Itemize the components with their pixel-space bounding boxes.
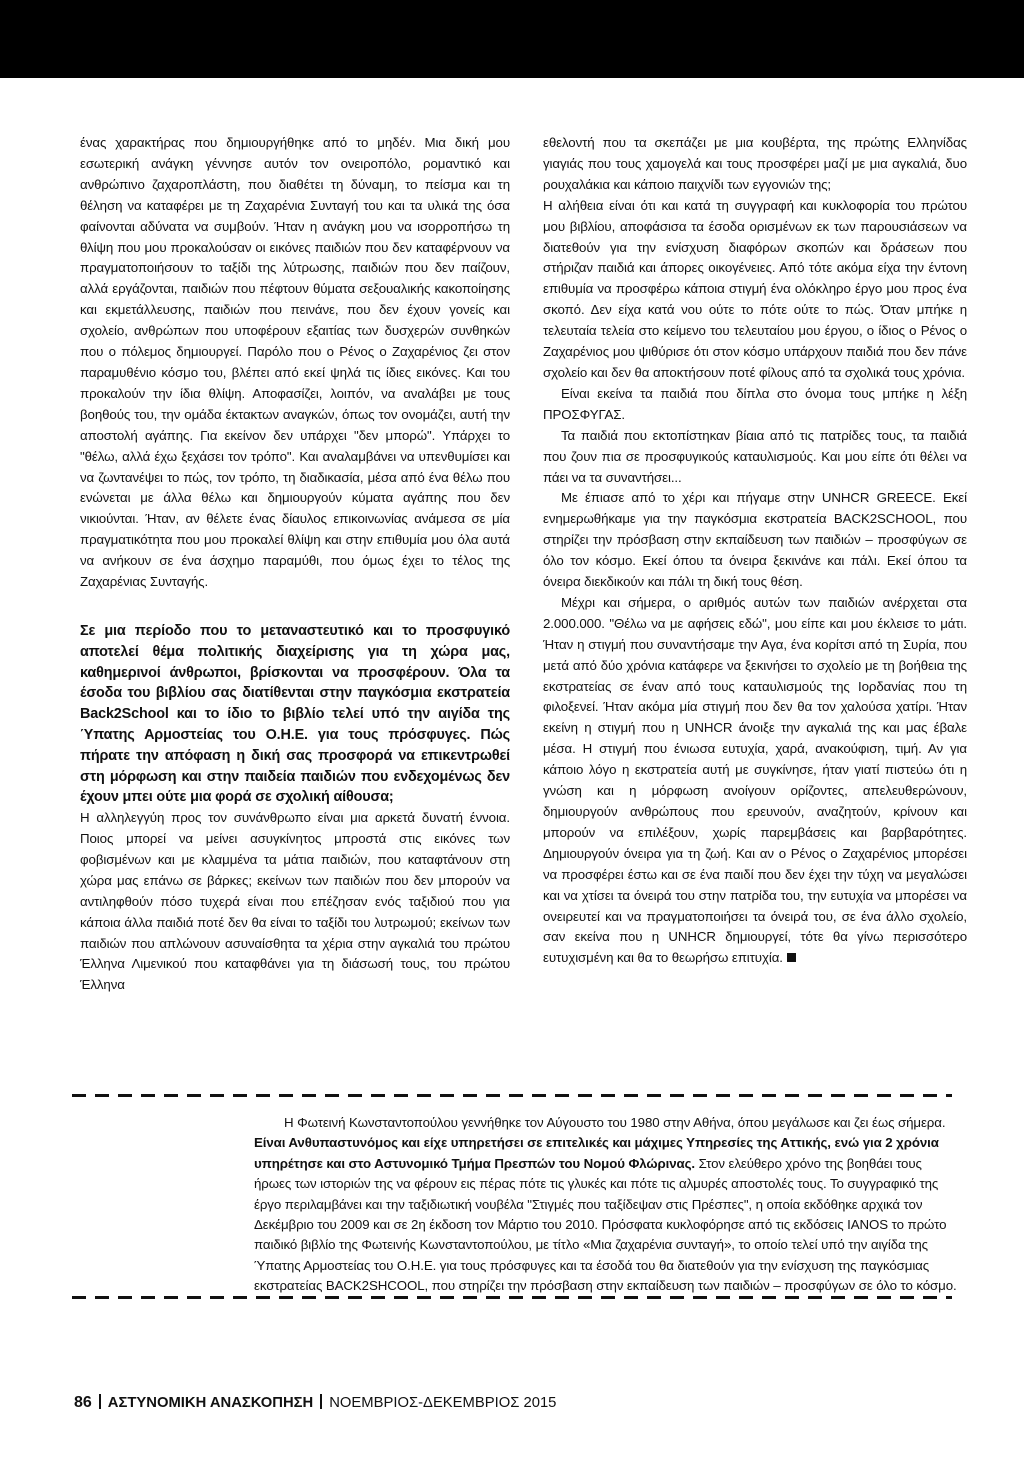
divider-top xyxy=(72,1094,952,1097)
page-footer xyxy=(74,1392,556,1414)
author-bio xyxy=(254,1113,960,1297)
paragraph: Με έπιασε από το χέρι και πήγαμε στην UNHCR GREECE. Εκεί ενημερωθήκαμε για την παγκόσμια εκστρατεία BACK2SCHOOL, που στηρίζει την πρόσβαση στην εκπαίδευση των παιδιών – προσφύγων σε όλο τον κόσμο. Εκεί όπου τα όνειρα ξεκινάνε και πάλι. Εκεί όπου τα όνειρα διεκδικούν και πάλι τη δική τους θέση. xyxy=(543,490,967,590)
bio-text: Η Φωτεινή Κωνσταντοπούλου γεννήθηκε τον Αύγουστο του 1980 στην Αθήνα, όπου μεγάλωσε και ζει έως σήμερα. xyxy=(284,1115,946,1130)
paragraph: Τα παιδιά που εκτοπίστηκαν βίαια από τις πατρίδες τους, τα παιδιά που ζουν πια σε προσφυγικούς καταυλισμούς. Και μου είπε ότι θέλει να πάει να τα συναντήσει... xyxy=(543,427,967,485)
paragraph: εθελοντή που τα σκεπάζει με μια κουβέρτα, της πρώτης Ελληνίδας γιαγιάς που τους χαμογελά και τους προσφέρει μαζί με μια αγκαλιά, δυο ρουχαλάκια και κάποιο παιχνίδι των εγγονιών της; xyxy=(543,135,967,192)
separator-bar xyxy=(99,1394,101,1409)
separator-bar xyxy=(320,1394,322,1409)
bio-text: Στον ελεύθερο χρόνο της βοηθάει τους ήρωες των ιστοριών της να φέρουν εις πέρας πότε τις γλυκές και πότε τις αλμυρές αποστολές τους. Το συγγραφικό της έργο περιλαμβάνει και την ταξιδιωτική νουβέλα "Στιγμές που ταξίδεψαν στις Πρέσπες", η οποία εκδόθηκε αρχικά τον Δεκέμβριο του 2009 και σε 2η έκδοση τον Μάρτιο του 2010. Πρόσφατα κυκλοφόρησε από τις εκδόσεις ΙΑΝΟS το πρώτο παιδικό βιβλίο της Φωτεινής Κωνσταντοπούλου, με τίτλο «Μια ζαχαρένια συνταγή», το οποίο τελεί υπό την αιγίδα της Ύπατης Αρμοστείας του Ο.Η.Ε. για τους πρόσφυγες και τα έσοδά του θα διατεθούν για την ενίσχυση της παγκόσμιας εκστρατείας BACK2SHCOOL, που στηρίζει την πρόσβαση στην εκπαίδευση των παιδιών – προσφύγων σε όλο το κόσμο. xyxy=(254,1155,957,1294)
paragraph xyxy=(543,593,967,969)
paragraph: Η αλληλεγγύη προς τον συνάνθρωπο είναι μια αρκετά δυνατή έννοια. Ποιος μπορεί να μείνει ασυγκίνητος μπροστά στις εικόνες των φοβισμένων και με κλαμμένα τα μάτια παιδιών, που καταφτάνουν στη χώρα μας επάνω σε βάρκες; εκείνων των παιδιών που δεν μπορούν να αντιληφθούν πόσο τυχερά είναι που επέζησαν ενός ταξιδιού που για κάποια άλλα παιδιά ποτέ δεν θα είναι το ταξίδι του λυτρωμού; εκείνων των παιδιών που απλώνουν ασυναίσθητα τα χέρια στην αγκαλιά του πρώτου Έλληνα Λιμενικού που καταφθάνει για τη διάσωσή τους, του πρώτου Έλληνα xyxy=(80,810,510,993)
paragraph: ένας χαρακτήρας που δημιουργήθηκε από το μηδέν. Μια δική μου εσωτερική ανάγκη γέννησε αυτόν τον ονειροπόλο, ρομαντικό και ανθρώπινο ζαχαροπλάστη, που διαθέτει τη δύναμη, το πείσμα και τη θέληση να καταφέρει με τη Ζαχαρένια Συνταγή του και τα υλικά της όσα φαίνονται αδύνατα να συμβούν. Ήταν η ανάγκη μου να ισορροπήσω τη θλίψη που μου προκαλούσαν οι εικόνες παιδιών που δεν καταφέρνουν να πραγματοποιήσουν το ταξίδι της λύτρωσης, παιδιών που δεν παίζουν, αλλά εργάζονται, παιδιών που πέφτουν θύματα σεξουαλικής κακοποίησης και εκμετάλλευσης, παιδιών που πεινάνε, που δεν έχουν γονείς και σχολείο, ανθρώπων που υποφέρουν εξαιτίας των δυσχερών συνθηκών που ο πόλεμος δημιουργεί. Παρόλο που ο Ρένος ο Ζαχαρένιος ζει στον παραμυθένιο κόσμο του, βλέπει από εκεί ψηλά τις ίδιες εικόνες. Και του προκαλούν την ίδια θλίψη. Αποφασίζει, λοιπόν, να αναλάβει με τους βοηθούς του, την ομάδα έκτακτων αναγκών, όπως τον ονομάζει, αυτή την αποστολή αγάπης. Για εκείνον δεν υπάρχει "δεν μπορώ". Υπάρχει το "θέλω, αλλά έχω ξεχάσει τον τρόπο". Και αναλαμβάνει να υπενθυμίσει και να ζωντανέψει το πώς, τον τρόπο, τη διαδικασία, μέσα από ένα θέλω που ενώνεται με άλλα θέλω και δημιουργούν κύματα αγάπης που δεν νικιούνται. Ήταν, αν θέλετε ένας δίαυλος επικοινωνίας ανάμεσα σε μία πραγματικότητα που μου προκαλεί θλίψη και στην επιθυμία μου όλα αυτά να ανήκουν σε ένα άσχημο παραμύθι, που όμως έχει το τέλος της Ζαχαρένιας Συνταγής. xyxy=(80,135,510,590)
left-column xyxy=(80,133,510,996)
bio-bold-text: Είναι Ανθυπαστυνόμος και είχε υπηρετήσει σε επιτελικές και μάχιμες Υπηρεσίες της Αττικής, ενώ για 2 χρόνια υπηρέτησε και στο Αστυνομικό Τμήμα Πρεσπών του Νομού Φλώρινας. xyxy=(254,1135,939,1171)
page-number: 86 xyxy=(74,1394,92,1411)
top-black-band xyxy=(0,0,1024,78)
divider-bottom xyxy=(72,1296,952,1299)
issue-date: ΝΟΕΜΒΡΙΟΣ-ΔΕΚΕΜΒΡΙΟΣ 2015 xyxy=(329,1395,557,1411)
paragraph: Είναι εκείνα τα παιδιά που δίπλα στο όνομα τους μπήκε η λέξη ΠΡΟΣΦΥΓΑΣ. xyxy=(543,385,967,422)
paragraph: Η αλήθεια είναι ότι και κατά τη συγγραφή και κυκλοφορία του πρώτου μου βιβλίου, αποφάσισα τα έσοδα ορισμένων εκ των παρουσιάσεων να διατεθούν για την ενίσχυση διαφόρων σκοπών και δράσεων που στήριζαν παιδιά και άπορες οικογένειες. Από τότε ακόμα είχα την έντονη επιθυμία να προσφέρω κάποια στιγμή ένα ολόκληρο έργο μου προς ένα σκοπό. Δεν είχα κατά νου ούτε το πότε ούτε το πώς. Όταν μπήκε η τελευταία τελεία στο κείμενο του τελευταίου μου έργου, ο ίδιος ο Ρένος ο Ζαχαρένιος μου ψιθύρισε ότι στον κόσμο υπάρχουν παιδιά που δεν πάνε σχολείο και δεν θα αποκτήσουν ποτέ φίλους από τα σχολικά τους χρόνια. xyxy=(543,197,967,380)
bio-paragraph xyxy=(254,1113,960,1297)
paragraph-text: Μέχρι και σήμερα, ο αριθμός αυτών των παιδιών ανέρχεται στα 2.000.000. "Θέλω να με αφήσεις εδώ", μου είπε και μου έκλεισε το μάτι. Ήταν η στιγμή που συναντήσαμε την Αγα, ένα κορίτσι από τη Συρία, που μετά από δύο χρόνια κατάφερε να ξεκινήσει το σχολείο με τη βοήθεια της εκστρατείας σε έναν από τους καταυλισμούς της Ιορδανίας που τη φιλοξενεί. Ήταν ακόμα μία στιγμή που δεν θα τον χαλούσα χατίρι. Ήταν εκείνη η στιγμή που η UNHCR άνοιξε την αγκαλιά της και μας έβαλε μέσα. Η στιγμή που ένιωσα ευτυχία, χαρά, ανακούφιση, τιμή. Αν για κάποιο λόγο η εκστρατεία αυτή με συγκίνησε, ήταν γιατί πιστεύω ότι η γνώση και η μόρφωση ανοίγουν ορίζοντες, απελευθερώνουν, δημιουργούν ανθρώπους που ερευνούν, αναζητούν, κρίνουν και μπορούν να επιλέξουν, χωρίς παρεμβάσεις και βαρβαρότητες. Δημιουργούν όνειρα για τη ζωή. Και αν ο Ρένος ο Ζαχαρένιος μπορέσει να προσφέρει έστω και σε ένα παιδί που δεν έχει την τύχη να μεγαλώσει και να χτίσει τα όνειρά του στην πατρίδα του, την ευτυχία να μπορέσει να ονειρευτεί και να πραγματοποιήσει τα όνειρά του, σε ένα άλλο σχολείο, σαν εκείνα που η UNHCR δημιουργεί, τότε θα γίνω περισσότερο ευτυχισμένη και θα το θεωρήσω επιτυχία. xyxy=(543,594,967,966)
right-column xyxy=(543,133,967,969)
magazine-title: ΑΣΤΥΝΟΜΙΚΗ ΑΝΑΣΚΟΠΗΣΗ xyxy=(107,1395,314,1411)
end-mark-icon xyxy=(787,953,796,962)
interview-question: Σε μια περίοδο που το μεταναστευτικό και το προσφυγικό αποτελεί θέμα πολιτικής διαχείρισης για τη χώρα μας, καθημερινοί άνθρωποι, βρίσκονται να προσφέρουν. Όλα τα έσοδα του βιβλίου σας διατίθενται στην παγκόσμια εκστρατεία Back2School και το ίδιο το βιβλίο τελεί υπό την αιγίδα της Ύπατης Αρμοστείας του Ο.Η.Ε. για τους πρόσφυγες. Πώς πήρατε την απόφαση η δική σας προσφορά να επικεντρωθεί στη μόρφωση και στην παιδεία παιδιών που ενδεχομένως δεν έχουν μπει ούτε μια φορά σε σχολική αίθουσα; xyxy=(80,622,510,806)
